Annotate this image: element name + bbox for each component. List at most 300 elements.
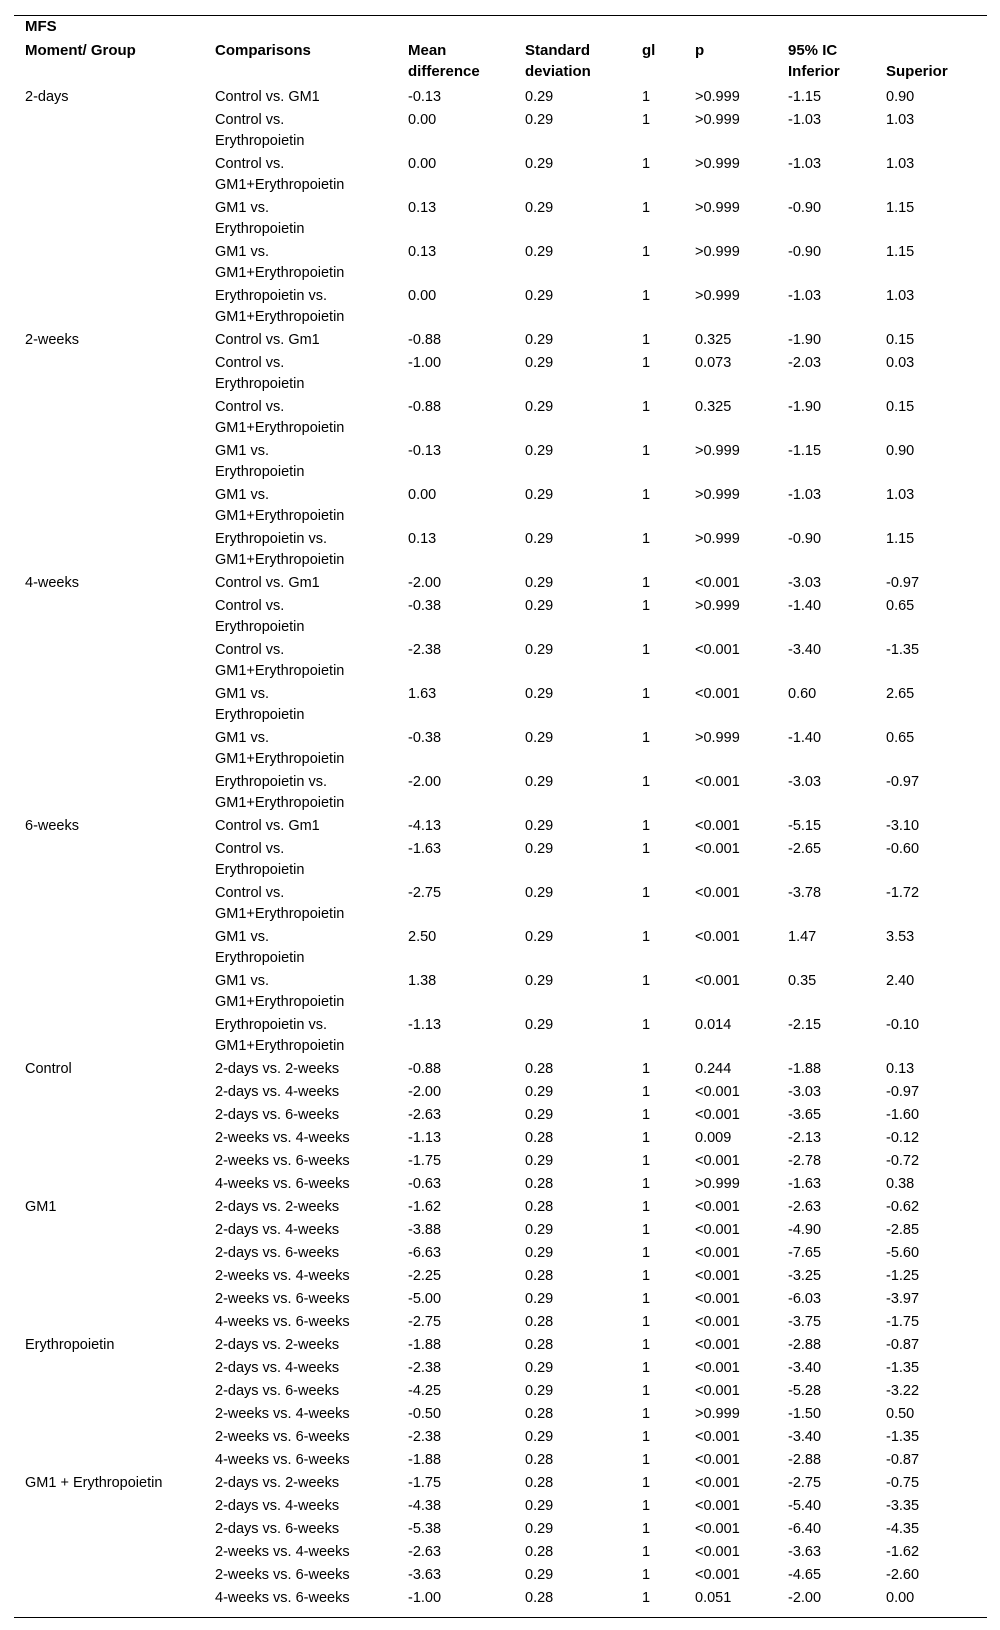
comparison-line2: Erythropoietin xyxy=(215,949,305,966)
table-row xyxy=(0,1014,1000,1058)
cell-gl: 1 xyxy=(642,1245,651,1261)
cell-ci-inferior: -3.75 xyxy=(788,1314,822,1330)
cell-mean-difference: -0.38 xyxy=(408,598,442,614)
cell-ci-superior: 0.90 xyxy=(886,89,915,105)
cell-ci-superior: 0.90 xyxy=(886,443,915,459)
cell-comparison xyxy=(215,1381,339,1402)
cell-ci-inferior: -3.65 xyxy=(788,1107,822,1123)
cell-mean-difference: -0.13 xyxy=(408,89,442,105)
cell-mean-difference: -1.00 xyxy=(408,355,442,371)
cell-p-value: >0.999 xyxy=(695,244,740,260)
cell-ci-superior: -2.85 xyxy=(886,1222,920,1238)
table-row xyxy=(0,1311,1000,1334)
cell-ci-inferior: -4.90 xyxy=(788,1222,822,1238)
cell-ci-inferior: -1.90 xyxy=(788,399,822,415)
cell-mean-difference: -2.38 xyxy=(408,1360,442,1376)
cell-standard-deviation: 0.29 xyxy=(525,1521,554,1537)
table-row xyxy=(0,926,1000,970)
comparison-line1: Control vs. xyxy=(215,355,285,371)
cell-mean-difference: -6.63 xyxy=(408,1245,442,1261)
comparison-line1: Erythropoietin vs. xyxy=(215,774,328,790)
table-row xyxy=(0,683,1000,727)
cell-ci-inferior: -2.63 xyxy=(788,1199,822,1215)
table-row xyxy=(0,329,1000,352)
cell-gl: 1 xyxy=(642,1176,651,1192)
cell-moment-group: 6-weeks xyxy=(25,818,79,834)
cell-ci-superior: -0.75 xyxy=(886,1475,920,1491)
table-row xyxy=(0,838,1000,882)
comparison-line2: Erythropoietin xyxy=(215,706,305,723)
cell-comparison xyxy=(215,728,344,769)
cell-ci-inferior: -1.40 xyxy=(788,730,822,746)
cell-ci-inferior: -6.03 xyxy=(788,1291,822,1307)
table-row xyxy=(0,1150,1000,1173)
cell-ci-inferior: -1.40 xyxy=(788,598,822,614)
cell-ci-superior: -0.10 xyxy=(886,1017,920,1033)
comparison-line1: 4-weeks vs. 6-weeks xyxy=(215,1452,350,1468)
cell-ci-superior: 1.03 xyxy=(886,487,915,503)
cell-ci-inferior: -5.15 xyxy=(788,818,822,834)
cell-ci-superior: -1.60 xyxy=(886,1107,920,1123)
header-superior: Superior xyxy=(886,63,948,80)
table-row xyxy=(0,1518,1000,1541)
cell-mean-difference: -2.75 xyxy=(408,1314,442,1330)
cell-mean-difference: 0.00 xyxy=(408,487,437,503)
cell-ci-inferior: -1.90 xyxy=(788,332,822,348)
comparison-line2: GM1+Erythropoietin xyxy=(215,264,345,281)
cell-mean-difference: -0.63 xyxy=(408,1176,442,1192)
cell-mean-difference: -1.00 xyxy=(408,1590,442,1606)
cell-comparison xyxy=(215,1565,350,1586)
cell-ci-superior: -1.72 xyxy=(886,885,920,901)
comparison-line1: Control vs. Gm1 xyxy=(215,575,320,591)
comparison-line1: 2-days vs. 2-weeks xyxy=(215,1337,340,1353)
cell-gl: 1 xyxy=(642,1314,651,1330)
table-row xyxy=(0,1173,1000,1196)
cell-p-value: >0.999 xyxy=(695,156,740,172)
cell-comparison xyxy=(215,1128,350,1149)
cell-p-value: <0.001 xyxy=(695,686,740,702)
cell-comparison xyxy=(215,883,344,924)
cell-standard-deviation: 0.28 xyxy=(525,1475,554,1491)
cell-gl: 1 xyxy=(642,1153,651,1169)
cell-comparison xyxy=(215,441,304,482)
cell-ci-superior: -1.25 xyxy=(886,1268,920,1284)
cell-ci-superior: 0.65 xyxy=(886,730,915,746)
table-row xyxy=(0,970,1000,1014)
cell-standard-deviation: 0.29 xyxy=(525,1291,554,1307)
cell-p-value: <0.001 xyxy=(695,1544,740,1560)
cell-comparison xyxy=(215,1015,344,1056)
table-row xyxy=(0,1058,1000,1081)
cell-p-value: >0.999 xyxy=(695,598,740,614)
header-sd-line1: Standard xyxy=(525,42,591,59)
cell-mean-difference: -2.63 xyxy=(408,1544,442,1560)
comparison-line1: GM1 vs. xyxy=(215,929,269,945)
cell-ci-superior: -0.97 xyxy=(886,774,920,790)
cell-ci-inferior: -2.88 xyxy=(788,1452,822,1468)
cell-standard-deviation: 0.29 xyxy=(525,244,554,260)
cell-standard-deviation: 0.29 xyxy=(525,200,554,216)
comparison-line1: 4-weeks vs. 6-weeks xyxy=(215,1314,350,1330)
comparison-line1: Control vs. Gm1 xyxy=(215,818,320,834)
cell-p-value: <0.001 xyxy=(695,885,740,901)
cell-p-value: <0.001 xyxy=(695,1452,740,1468)
cell-ci-inferior: -7.65 xyxy=(788,1245,822,1261)
cell-ci-inferior: -4.65 xyxy=(788,1567,822,1583)
cell-gl: 1 xyxy=(642,885,651,901)
cell-ci-inferior: -2.00 xyxy=(788,1590,822,1606)
cell-ci-superior: -1.35 xyxy=(886,642,920,658)
cell-ci-superior: 0.13 xyxy=(886,1061,915,1077)
cell-ci-superior: -3.10 xyxy=(886,818,920,834)
cell-standard-deviation: 0.29 xyxy=(525,1084,554,1100)
cell-mean-difference: -1.62 xyxy=(408,1199,442,1215)
table-row xyxy=(0,285,1000,329)
comparison-line1: 2-weeks vs. 4-weeks xyxy=(215,1130,350,1146)
cell-ci-inferior: -2.88 xyxy=(788,1337,822,1353)
comparison-line1: 2-weeks vs. 4-weeks xyxy=(215,1406,350,1422)
cell-standard-deviation: 0.29 xyxy=(525,929,554,945)
cell-ci-inferior: -5.40 xyxy=(788,1498,822,1514)
cell-comparison xyxy=(215,971,344,1012)
comparison-line2: Erythropoietin xyxy=(215,463,305,480)
cell-ci-superior: 0.38 xyxy=(886,1176,915,1192)
cell-p-value: <0.001 xyxy=(695,1199,740,1215)
cell-gl: 1 xyxy=(642,973,651,989)
cell-standard-deviation: 0.29 xyxy=(525,1567,554,1583)
cell-moment-group: Control xyxy=(25,1061,72,1077)
cell-standard-deviation: 0.29 xyxy=(525,598,554,614)
header-p: p xyxy=(695,42,705,59)
cell-standard-deviation: 0.29 xyxy=(525,487,554,503)
cell-comparison xyxy=(215,1542,350,1563)
cell-ci-superior: -3.97 xyxy=(886,1291,920,1307)
comparison-line1: Control vs. xyxy=(215,885,285,901)
cell-standard-deviation: 0.29 xyxy=(525,973,554,989)
table-row xyxy=(0,771,1000,815)
table-row xyxy=(0,1357,1000,1380)
cell-p-value: >0.999 xyxy=(695,89,740,105)
cell-moment-group: 2-weeks xyxy=(25,332,79,348)
cell-p-value: <0.001 xyxy=(695,1337,740,1353)
cell-comparison xyxy=(215,110,304,151)
comparison-line1: Control vs. xyxy=(215,642,285,658)
cell-gl: 1 xyxy=(642,1544,651,1560)
cell-gl: 1 xyxy=(642,774,651,790)
cell-ci-superior: -3.35 xyxy=(886,1498,920,1514)
cell-mean-difference: -1.88 xyxy=(408,1337,442,1353)
cell-p-value: <0.001 xyxy=(695,1222,740,1238)
header-inferior: Inferior xyxy=(788,63,840,80)
cell-standard-deviation: 0.29 xyxy=(525,1383,554,1399)
cell-comparison xyxy=(215,684,304,725)
comparison-line1: 2-weeks vs. 6-weeks xyxy=(215,1291,350,1307)
cell-ci-inferior: -2.13 xyxy=(788,1130,822,1146)
cell-comparison xyxy=(215,1588,350,1609)
cell-mean-difference: 0.13 xyxy=(408,244,437,260)
comparison-line1: GM1 vs. xyxy=(215,200,269,216)
comparison-line1: Control vs. xyxy=(215,841,285,857)
table-row xyxy=(0,528,1000,572)
cell-standard-deviation: 0.28 xyxy=(525,1590,554,1606)
cell-gl: 1 xyxy=(642,1061,651,1077)
cell-mean-difference: -4.38 xyxy=(408,1498,442,1514)
cell-p-value: <0.001 xyxy=(695,1084,740,1100)
cell-ci-superior: -1.75 xyxy=(886,1314,920,1330)
cell-gl: 1 xyxy=(642,1291,651,1307)
cell-ci-inferior: -5.28 xyxy=(788,1383,822,1399)
cell-gl: 1 xyxy=(642,598,651,614)
header-mean-line2: difference xyxy=(408,63,480,80)
cell-ci-inferior: -3.25 xyxy=(788,1268,822,1284)
cell-comparison xyxy=(215,1450,350,1471)
table-row xyxy=(0,1265,1000,1288)
cell-p-value: >0.999 xyxy=(695,1176,740,1192)
comparison-line1: 2-days vs. 4-weeks xyxy=(215,1222,340,1238)
cell-gl: 1 xyxy=(642,1406,651,1422)
cell-standard-deviation: 0.29 xyxy=(525,1245,554,1261)
table-title: MFS xyxy=(25,18,57,35)
cell-comparison xyxy=(215,1082,339,1103)
cell-standard-deviation: 0.28 xyxy=(525,1268,554,1284)
comparison-line1: 4-weeks vs. 6-weeks xyxy=(215,1176,350,1192)
cell-ci-superior: -1.62 xyxy=(886,1544,920,1560)
cell-ci-superior: -0.72 xyxy=(886,1153,920,1169)
cell-mean-difference: -2.25 xyxy=(408,1268,442,1284)
cell-mean-difference: -4.25 xyxy=(408,1383,442,1399)
cell-ci-inferior: -2.03 xyxy=(788,355,822,371)
cell-gl: 1 xyxy=(642,929,651,945)
cell-p-value: >0.999 xyxy=(695,200,740,216)
table-row xyxy=(0,1219,1000,1242)
cell-gl: 1 xyxy=(642,642,651,658)
table-row xyxy=(0,595,1000,639)
cell-standard-deviation: 0.28 xyxy=(525,1199,554,1215)
cell-comparison xyxy=(215,1105,339,1126)
comparison-line1: 4-weeks vs. 6-weeks xyxy=(215,1590,350,1606)
cell-p-value: >0.999 xyxy=(695,112,740,128)
cell-p-value: <0.001 xyxy=(695,774,740,790)
cell-mean-difference: -2.38 xyxy=(408,1429,442,1445)
cell-comparison xyxy=(215,1174,350,1195)
cell-mean-difference: -4.13 xyxy=(408,818,442,834)
cell-ci-inferior: -0.90 xyxy=(788,244,822,260)
cell-comparison xyxy=(215,154,344,195)
cell-ci-superior: 0.15 xyxy=(886,399,915,415)
cell-moment-group: GM1 xyxy=(25,1199,57,1215)
cell-standard-deviation: 0.29 xyxy=(525,818,554,834)
cell-ci-inferior: 1.47 xyxy=(788,929,817,945)
cell-ci-inferior: -3.03 xyxy=(788,774,822,790)
cell-gl: 1 xyxy=(642,1475,651,1491)
cell-p-value: >0.999 xyxy=(695,288,740,304)
cell-comparison xyxy=(215,1335,339,1356)
cell-standard-deviation: 0.29 xyxy=(525,730,554,746)
header-mean-difference xyxy=(408,40,480,82)
cell-ci-superior: 1.15 xyxy=(886,200,915,216)
cell-ci-superior: -0.97 xyxy=(886,1084,920,1100)
cell-ci-superior: -0.87 xyxy=(886,1452,920,1468)
cell-standard-deviation: 0.29 xyxy=(525,686,554,702)
cell-gl: 1 xyxy=(642,156,651,172)
cell-standard-deviation: 0.29 xyxy=(525,112,554,128)
cell-p-value: <0.001 xyxy=(695,1429,740,1445)
cell-p-value: 0.051 xyxy=(695,1590,732,1606)
cell-standard-deviation: 0.28 xyxy=(525,1406,554,1422)
cell-ci-superior: 0.50 xyxy=(886,1406,915,1422)
cell-ci-superior: 1.03 xyxy=(886,112,915,128)
cell-mean-difference: -2.38 xyxy=(408,642,442,658)
cell-ci-inferior: 0.60 xyxy=(788,686,817,702)
cell-ci-inferior: -6.40 xyxy=(788,1521,822,1537)
cell-gl: 1 xyxy=(642,1268,651,1284)
table-row xyxy=(0,815,1000,838)
table-row xyxy=(0,1564,1000,1587)
comparison-line2: Erythropoietin xyxy=(215,618,305,635)
comparison-line2: GM1+Erythropoietin xyxy=(215,308,345,325)
cell-p-value: <0.001 xyxy=(695,1245,740,1261)
cell-p-value: <0.001 xyxy=(695,1314,740,1330)
comparison-line1: 2-days vs. 4-weeks xyxy=(215,1360,340,1376)
comparison-line1: 2-days vs. 2-weeks xyxy=(215,1061,340,1077)
cell-gl: 1 xyxy=(642,443,651,459)
cell-ci-superior: -0.62 xyxy=(886,1199,920,1215)
comparison-line1: 2-weeks vs. 6-weeks xyxy=(215,1429,350,1445)
table-row xyxy=(0,1403,1000,1426)
cell-mean-difference: -5.38 xyxy=(408,1521,442,1537)
cell-ci-inferior: -0.90 xyxy=(788,531,822,547)
comparison-line1: Erythropoietin vs. xyxy=(215,531,328,547)
cell-mean-difference: -1.88 xyxy=(408,1452,442,1468)
cell-comparison xyxy=(215,839,304,880)
comparison-line2: Erythropoietin xyxy=(215,861,305,878)
header-comparisons: Comparisons xyxy=(215,42,311,59)
comparison-line1: Control vs. xyxy=(215,156,285,172)
cell-p-value: <0.001 xyxy=(695,1107,740,1123)
cell-comparison xyxy=(215,927,304,968)
cell-standard-deviation: 0.28 xyxy=(525,1130,554,1146)
cell-ci-superior: -3.22 xyxy=(886,1383,920,1399)
cell-mean-difference: -0.50 xyxy=(408,1406,442,1422)
table-row xyxy=(0,1288,1000,1311)
header-moment-group: Moment/ Group xyxy=(25,42,136,59)
table-row xyxy=(0,572,1000,595)
cell-mean-difference: -0.38 xyxy=(408,730,442,746)
comparison-line1: Control vs. xyxy=(215,598,285,614)
cell-ci-inferior: -1.03 xyxy=(788,156,822,172)
cell-comparison xyxy=(215,596,304,637)
cell-standard-deviation: 0.29 xyxy=(525,89,554,105)
comparison-line1: Erythropoietin vs. xyxy=(215,288,328,304)
comparison-line1: 2-days vs. 2-weeks xyxy=(215,1475,340,1491)
cell-ci-inferior: -1.15 xyxy=(788,89,822,105)
cell-ci-inferior: -3.40 xyxy=(788,642,822,658)
cell-gl: 1 xyxy=(642,818,651,834)
comparison-line2: Erythropoietin xyxy=(215,132,305,149)
cell-standard-deviation: 0.28 xyxy=(525,1452,554,1468)
cell-gl: 1 xyxy=(642,730,651,746)
cell-comparison xyxy=(215,1059,339,1080)
cell-comparison xyxy=(215,397,344,438)
comparison-line1: Erythropoietin vs. xyxy=(215,1017,328,1033)
cell-gl: 1 xyxy=(642,1130,651,1146)
cell-ci-inferior: -1.03 xyxy=(788,487,822,503)
cell-standard-deviation: 0.29 xyxy=(525,885,554,901)
comparison-line2: Erythropoietin xyxy=(215,220,305,237)
cell-ci-inferior: -2.78 xyxy=(788,1153,822,1169)
cell-p-value: <0.001 xyxy=(695,1383,740,1399)
cell-comparison xyxy=(215,1312,350,1333)
cell-ci-superior: -0.12 xyxy=(886,1130,920,1146)
cell-standard-deviation: 0.29 xyxy=(525,841,554,857)
cell-standard-deviation: 0.29 xyxy=(525,1429,554,1445)
cell-p-value: <0.001 xyxy=(695,1268,740,1284)
table-row xyxy=(0,1127,1000,1150)
cell-ci-inferior: -3.63 xyxy=(788,1544,822,1560)
cell-ci-inferior: -3.03 xyxy=(788,1084,822,1100)
comparison-line1: GM1 vs. xyxy=(215,686,269,702)
cell-p-value: 0.325 xyxy=(695,332,732,348)
cell-mean-difference: 0.00 xyxy=(408,156,437,172)
comparison-line2: GM1+Erythropoietin xyxy=(215,750,345,767)
cell-gl: 1 xyxy=(642,1590,651,1606)
cell-ci-inferior: -1.63 xyxy=(788,1176,822,1192)
cell-ci-superior: -5.60 xyxy=(886,1245,920,1261)
cell-comparison xyxy=(215,1197,339,1218)
cell-p-value: <0.001 xyxy=(695,973,740,989)
cell-mean-difference: -1.13 xyxy=(408,1017,442,1033)
cell-mean-difference: -0.13 xyxy=(408,443,442,459)
cell-comparison xyxy=(215,1404,350,1425)
cell-ci-superior: 1.15 xyxy=(886,244,915,260)
cell-gl: 1 xyxy=(642,332,651,348)
cell-standard-deviation: 0.28 xyxy=(525,1176,554,1192)
header-standard-deviation xyxy=(525,40,591,82)
cell-gl: 1 xyxy=(642,1567,651,1583)
cell-standard-deviation: 0.29 xyxy=(525,1153,554,1169)
cell-mean-difference: 1.63 xyxy=(408,686,437,702)
cell-standard-deviation: 0.28 xyxy=(525,1544,554,1560)
table-row xyxy=(0,1334,1000,1357)
cell-ci-inferior: -1.88 xyxy=(788,1061,822,1077)
cell-gl: 1 xyxy=(642,686,651,702)
comparison-line2: GM1+Erythropoietin xyxy=(215,993,345,1010)
cell-p-value: <0.001 xyxy=(695,1475,740,1491)
cell-mean-difference: -2.00 xyxy=(408,1084,442,1100)
comparison-line1: 2-days vs. 4-weeks xyxy=(215,1084,340,1100)
comparison-line1: 2-weeks vs. 4-weeks xyxy=(215,1268,350,1284)
cell-gl: 1 xyxy=(642,1084,651,1100)
cell-p-value: >0.999 xyxy=(695,443,740,459)
cell-moment-group: Erythropoietin xyxy=(25,1337,115,1353)
cell-moment-group: 2-days xyxy=(25,89,69,105)
comparison-line1: Control vs. xyxy=(215,399,285,415)
cell-comparison xyxy=(215,485,344,526)
cell-mean-difference: -1.63 xyxy=(408,841,442,857)
cell-gl: 1 xyxy=(642,1498,651,1514)
cell-ci-superior: 0.03 xyxy=(886,355,915,371)
cell-ci-inferior: -0.90 xyxy=(788,200,822,216)
comparison-line1: GM1 vs. xyxy=(215,487,269,503)
cell-p-value: 0.009 xyxy=(695,1130,732,1146)
cell-gl: 1 xyxy=(642,1429,651,1445)
table-row xyxy=(0,1495,1000,1518)
cell-mean-difference: -5.00 xyxy=(408,1291,442,1307)
cell-gl: 1 xyxy=(642,288,651,304)
comparison-line1: 2-days vs. 6-weeks xyxy=(215,1383,340,1399)
cell-p-value: <0.001 xyxy=(695,818,740,834)
